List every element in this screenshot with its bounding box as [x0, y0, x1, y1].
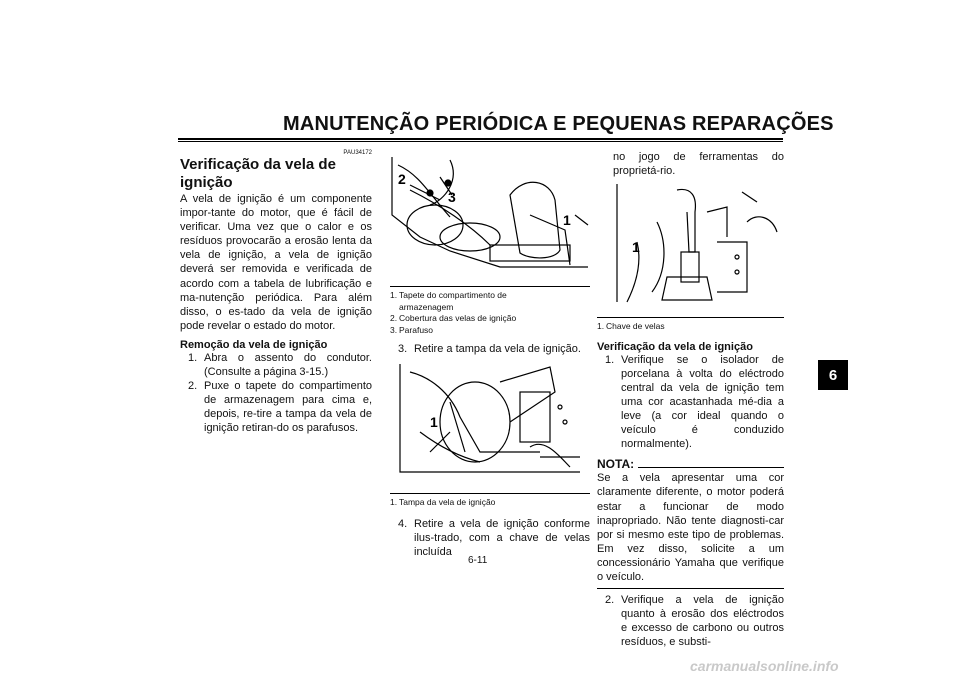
figure-3-caption	[597, 321, 784, 333]
step-4-continuation: no jogo de ferramentas do proprietá-rio.	[613, 151, 784, 178]
step-text: Abra o assento do condutor. (Consulte a página 3-15.)	[204, 351, 372, 379]
caption-rule	[390, 493, 590, 494]
footer-watermark: carmanualsonline.info	[690, 658, 839, 674]
note-rule	[638, 467, 784, 468]
chapter-tab[interactable]: 6	[818, 360, 848, 390]
note-end-rule	[597, 588, 784, 589]
callout-1: 1	[632, 239, 640, 256]
removal-step-3	[398, 342, 590, 356]
check-step-2	[605, 593, 784, 649]
figure-spark-plug-wrench	[597, 182, 784, 306]
caption-number: 1.	[390, 290, 398, 300]
removal-step-4	[398, 517, 590, 559]
page-number: 6-11	[468, 555, 488, 566]
step-text: Puxe o tapete do compartimento de armazenagem para cima e, depois, re-tire a tampa da vela de ignição retiran-do os parafusos.	[204, 380, 372, 435]
page-title: MANUTENÇÃO PERIÓDICA E PEQUENAS REPARAÇÕES	[283, 113, 834, 135]
callout-3: 3	[448, 189, 456, 205]
callout-1: 1	[563, 212, 571, 228]
step-text: Verifique a vela de ignição quanto à erosão dos eléctrodos e excesso de carbono ou outros resíduos, e substi-	[621, 594, 784, 649]
removal-step-2	[188, 379, 372, 435]
caption-number: 1.	[390, 497, 398, 508]
step-number: 2.	[605, 594, 615, 607]
callout-2: 2	[398, 171, 406, 187]
figure-2-caption	[390, 497, 590, 509]
intro-paragraph: A vela de ignição é um componente impor-tante do motor, que é fácil de verificar. Uma vez que o calor e os resíduos provocarão a erosão lenta da vela de ignição, a vela de ignição deverá ser removida e verificada de acordo com a tabela de lubrificação e ma-nutenção periódica. Para além disso, o es-tado da vela de ignição pode revelar o estado do motor.	[180, 193, 372, 332]
step-number: 1.	[605, 353, 615, 366]
caption-number: 3.	[390, 324, 398, 335]
callout-1: 1	[430, 414, 438, 431]
figure-spark-plug-cap	[390, 362, 590, 480]
note-heading	[597, 457, 784, 471]
title-rule	[178, 138, 783, 140]
note-label: NOTA:	[597, 457, 635, 472]
removal-subheading: Remoção da vela de ignição	[180, 338, 328, 351]
caption-text: Chave de velas	[606, 321, 665, 332]
step-text: Verifique se o isolador de porcelana à volta do eléctrodo central da vela de ignição tem uma cor acastanhada mé-dia a leve (a cor ideal quando o veículo é conduzido normalmente).	[621, 353, 784, 451]
section-code: PAU34172	[343, 150, 372, 156]
caption-rule	[597, 317, 784, 318]
caption-number: 1.	[597, 321, 605, 332]
caption-text: Tapete do compartimento de armazenagem	[399, 290, 507, 312]
caption-text: Parafuso	[399, 324, 434, 335]
caption-text: Tampa da vela de ignição	[399, 497, 496, 508]
caption-number: 2.	[390, 313, 398, 323]
left-column	[180, 150, 372, 436]
figure-1-caption	[390, 290, 590, 336]
middle-column	[390, 155, 590, 559]
figure-storage-mat	[390, 155, 590, 273]
caption-rule	[390, 286, 590, 287]
section-heading: Verificação da vela de ignição	[180, 156, 336, 191]
caption-text: Cobertura das velas de ignição	[399, 313, 517, 323]
step-number: 3.	[398, 343, 408, 355]
check-step-1	[605, 353, 784, 452]
step-text: Retire a vela de ignição conforme ilus-trado, com a chave de velas incluída	[414, 517, 590, 558]
step-number: 2.	[188, 380, 198, 393]
step-number: 1.	[188, 351, 198, 364]
step-number: 4.	[398, 517, 408, 530]
right-column	[597, 150, 784, 649]
step-text: Retire a tampa da vela de ignição.	[414, 343, 581, 355]
title-rule-thin	[178, 141, 783, 142]
removal-step-1	[188, 351, 372, 379]
check-subheading: Verificação da vela de ignição	[597, 340, 753, 353]
note-text: Se a vela apresentar uma cor claramente diferente, o motor poderá estar a funcionar de modo inapropriado. Não tente diagnosti-car por si mesmo este tipo de problemas. Em vez disso, solicite a um concessionário Yamaha que verifique o veículo.	[597, 472, 784, 583]
